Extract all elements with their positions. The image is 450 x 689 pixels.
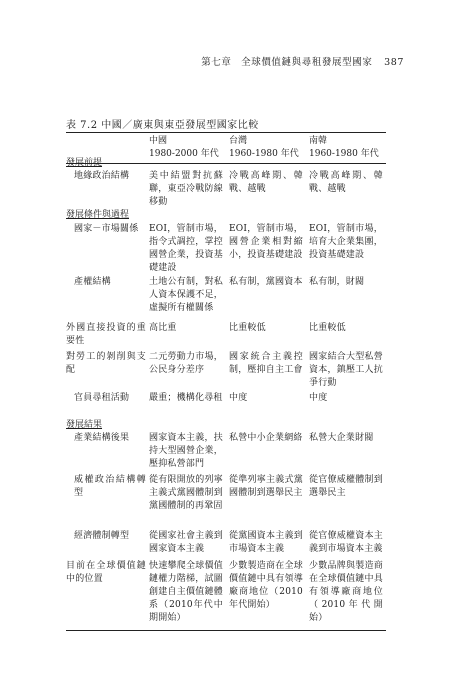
table-header-rule xyxy=(66,163,386,164)
column-period: 1960-1980 年代 xyxy=(229,149,299,159)
column-header-korea xyxy=(309,135,379,161)
table-cell: 土地公有制，對私人資本保護不足，虛擬所有權關係 xyxy=(149,277,223,313)
table-cell: 少數品牌與製造商在全球價值鏈中具有領導廠商地位（2010年代開始） xyxy=(309,561,383,623)
column-header-taiwan xyxy=(229,135,299,161)
table-cell: EOI，管制市場，國營企業相對縮小，投資基礎建設 xyxy=(229,224,303,260)
table-cell: 從國家社會主義到國家資本主義 xyxy=(149,531,223,554)
chapter-label: 第七章 xyxy=(201,57,232,68)
table-cell: 冷戰高峰期、韓戰、越戰 xyxy=(229,171,303,194)
table-cell: EOI，管制市場，指令式調控，掌控國營企業，投資基礎建設 xyxy=(149,224,223,273)
table-title: 表 7.2 中國／廣東與東亞發展型國家比較 xyxy=(66,120,259,131)
table-cell: 從準列寧主義式黨國體制到選舉民主 xyxy=(229,475,303,498)
row-label: 目前在全球價值鏈中的位置 xyxy=(66,561,146,584)
chapter-title: 全球價值鏈與尋租發展型國家 xyxy=(241,57,373,68)
page-number: 387 xyxy=(384,57,404,68)
section-heading: 發展條件與過程 xyxy=(66,210,130,220)
table-cell: 私營中小企業網絡 xyxy=(229,433,303,443)
row-label: 官員尋租活動 xyxy=(74,393,130,403)
column-name: 中國 xyxy=(149,136,168,146)
column-name: 南韓 xyxy=(309,136,328,146)
table-cell: 中度 xyxy=(229,393,248,403)
table-cell: 國家統合主義控制，壓抑自主工會 xyxy=(229,352,303,375)
table-cell: 國家資本主義，扶持大型國營企業，壓抑私營部門 xyxy=(149,433,223,469)
row-label: 地緣政治結構 xyxy=(74,171,130,181)
table-cell: 美中結盟對抗蘇聯，東亞冷戰防線移動 xyxy=(149,171,223,207)
running-header xyxy=(201,54,404,68)
table-cell: 國家結合大型私營資本，鎮壓工人抗爭行動 xyxy=(309,352,383,388)
table-cell: 私有制，財閥 xyxy=(309,277,365,287)
table-cell: 比重較低 xyxy=(229,323,266,333)
row-label: 經濟體制轉型 xyxy=(74,531,130,541)
row-label: 外國直接投資的重要性 xyxy=(66,323,146,346)
column-header-china xyxy=(149,135,219,161)
row-label: 威權政治結構轉型 xyxy=(74,475,146,498)
table-cell: 從有限開放的列寧主義式黨國體制到黨國體制的再鞏固 xyxy=(149,475,223,511)
table-cell: 私有制，黨國資本 xyxy=(229,277,303,287)
table-cell: 從黨國資本主義到市場資本主義 xyxy=(229,531,303,554)
row-label: 產權結構 xyxy=(74,277,111,287)
table-cell: EOI，管制市場，培育大企業集團，投資基礎建設 xyxy=(309,224,383,260)
section-heading: 發展前提 xyxy=(66,158,103,168)
row-label: 國家－市場關係 xyxy=(74,224,139,234)
table-cell: 冷戰高峰期、韓戰、越戰 xyxy=(309,171,383,194)
table-cell: 快速攀爬全球價值鏈權力階梯，試圖創建自主價值鏈體系（2010年代中期開始） xyxy=(149,561,223,623)
column-name: 台灣 xyxy=(229,136,248,146)
column-period: 1980-2000 年代 xyxy=(149,149,219,159)
table-cell: 從官僚威權體制到選舉民主 xyxy=(309,475,383,498)
table-cell: 少數製造商在全球價值鏈中具有領導廠商地位（2010年代開始） xyxy=(229,561,303,610)
table-cell: 從官僚威權資本主義到市場資本主義 xyxy=(309,531,383,554)
table-cell: 高比重 xyxy=(149,323,177,333)
section-heading: 發展結果 xyxy=(66,420,103,430)
table-cell: 中度 xyxy=(309,393,328,403)
row-label: 對勞工的剝削與支配 xyxy=(66,352,146,375)
row-label: 產業結構後果 xyxy=(74,433,130,443)
table-cell: 比重較低 xyxy=(309,323,346,333)
table-cell: 二元勞動力市場，公民身分差序 xyxy=(149,352,223,375)
table-cell: 私營大企業財閥 xyxy=(309,433,374,443)
column-period: 1960-1980 年代 xyxy=(309,149,379,159)
table-bottom-rule xyxy=(66,630,386,631)
table-top-rule xyxy=(66,132,386,133)
table-cell: 嚴重；機構化尋租 xyxy=(149,393,223,403)
